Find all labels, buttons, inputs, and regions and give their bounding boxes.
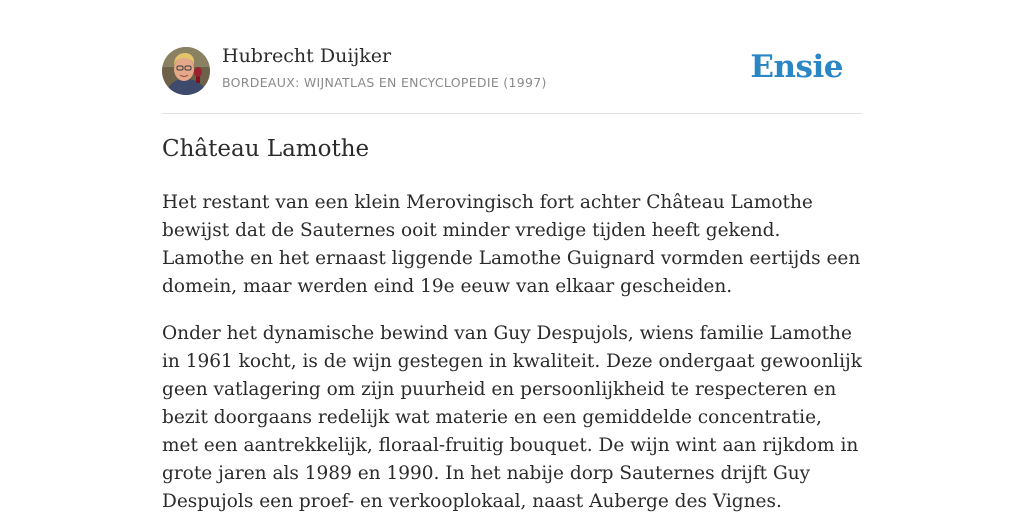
author-avatar[interactable] [162, 47, 210, 95]
paragraph: Onder het dynamische bewind van Guy Despujols, wiens familie Lamothe in 1961 kocht, is de wijn gestegen in kwaliteit. Deze ondergaat gewoonlijk geen vatlagering om zijn puurheid en persoonlijkheid te respecteren en bezit doorgaans redelijk wat materie en een gemiddelde concentratie, met een aantrekkelijk, floraal-fruitig bouquet. De wijn wint aan rijkdom in grote jaren als 1989 en 1990. In het nabije dorp Sauternes drijft Guy Despujols een proef- en verkooplokaal, naast Auberge des Vignes. [162, 323, 862, 512]
brand-logo[interactable]: Ensie [750, 49, 843, 85]
book-title[interactable]: BORDEAUX: WIJNATLAS EN ENCYCLOPEDIE (1997) [222, 75, 547, 90]
author-header [162, 0, 862, 114]
article-body [162, 189, 862, 512]
content-column [162, 0, 862, 512]
author-name[interactable]: Hubrecht Duijker [222, 45, 392, 67]
paragraph: Het restant van een klein Merovingisch fort achter Château Lamothe bewijst dat de Sauternes ooit minder vredige tijden heeft gekend. Lamothe en het ernaast liggende Lamothe Guignard vormden eertijds een domein, maar werden eind 19e eeuw van elkaar gescheiden. [162, 192, 861, 297]
article-title: Château Lamothe [162, 136, 370, 162]
author-portrait-icon [162, 47, 210, 95]
